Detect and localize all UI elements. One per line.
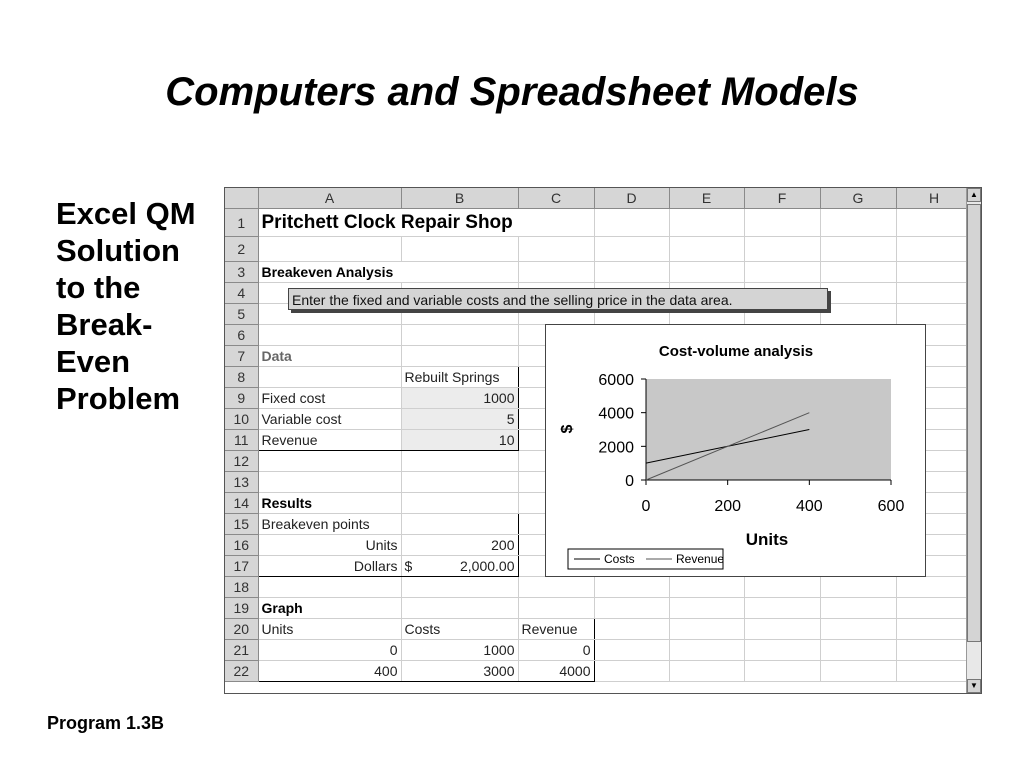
row-header[interactable]: 20: [225, 619, 258, 640]
cell[interactable]: [669, 598, 744, 619]
column-header[interactable]: F: [744, 188, 820, 209]
cell[interactable]: [820, 577, 896, 598]
cell[interactable]: [518, 577, 594, 598]
cell[interactable]: [896, 262, 972, 283]
cell[interactable]: [820, 209, 896, 237]
cell[interactable]: [401, 237, 518, 262]
cell[interactable]: [518, 237, 594, 262]
slide-title: Computers and Spreadsheet Models: [165, 70, 859, 114]
y-tick-label: 2000: [598, 439, 634, 457]
side-caption-line: Even: [56, 344, 131, 379]
graph-cell[interactable]: 4000: [518, 661, 594, 682]
y-tick-label: 0: [625, 473, 634, 490]
side-caption-line: Break-: [56, 307, 153, 342]
dollars-value-cell[interactable]: [401, 556, 518, 577]
column-header[interactable]: D: [594, 188, 669, 209]
vertical-scrollbar[interactable]: [966, 188, 981, 693]
cell[interactable]: [594, 640, 669, 661]
cell[interactable]: [744, 619, 820, 640]
x-tick-label: 0: [641, 498, 651, 515]
cell[interactable]: [896, 304, 972, 325]
row-header[interactable]: 16: [225, 535, 258, 556]
row-header[interactable]: 12: [225, 451, 258, 472]
cell[interactable]: [896, 577, 972, 598]
units-value-cell[interactable]: 200: [401, 535, 518, 556]
x-tick-label: 600: [877, 498, 905, 515]
side-caption-line: Problem: [56, 381, 181, 416]
row-header[interactable]: 22: [225, 661, 258, 682]
variable-cost-label-cell[interactable]: Variable cost: [258, 409, 401, 430]
chart-legend: [568, 549, 724, 569]
side-caption-line: Solution: [56, 233, 180, 268]
chart-title: Cost-volume analysis: [658, 343, 814, 360]
cell[interactable]: [669, 209, 744, 237]
scroll-thumb[interactable]: [967, 204, 981, 642]
dollars-amount: 2,000.00: [460, 558, 515, 574]
column-header[interactable]: C: [518, 188, 594, 209]
y-tick-label: 4000: [598, 405, 634, 423]
cell[interactable]: [744, 598, 820, 619]
side-caption-line: to the: [56, 270, 141, 305]
cell[interactable]: [820, 304, 896, 325]
revenue-label-cell[interactable]: Revenue: [258, 430, 401, 451]
cell[interactable]: [258, 367, 401, 388]
cell[interactable]: [820, 619, 896, 640]
cell[interactable]: [820, 598, 896, 619]
row-header[interactable]: 10: [225, 409, 258, 430]
scroll-up-icon[interactable]: ▲: [967, 188, 981, 202]
row-header[interactable]: 8: [225, 367, 258, 388]
legend-label: Costs: [604, 552, 635, 566]
cell[interactable]: [744, 237, 820, 262]
row-header[interactable]: 19: [225, 598, 258, 619]
revenue-input[interactable]: 10: [401, 430, 518, 451]
cell[interactable]: [401, 325, 518, 346]
graph-cell[interactable]: 1000: [401, 640, 518, 661]
cell[interactable]: [518, 262, 594, 283]
side-caption-line: Excel QM: [56, 196, 196, 231]
cell[interactable]: [401, 451, 518, 472]
cell[interactable]: [744, 209, 820, 237]
chart-svg: [546, 325, 925, 576]
cell[interactable]: [896, 598, 972, 619]
cell[interactable]: [820, 661, 896, 682]
cell[interactable]: [669, 619, 744, 640]
sheet-title-cell[interactable]: Pritchett Clock Repair Shop: [258, 209, 594, 237]
x-tick-label: 400: [795, 498, 823, 515]
graph-cell[interactable]: 0: [518, 640, 594, 661]
row-header[interactable]: 9: [225, 388, 258, 409]
row-header[interactable]: 21: [225, 640, 258, 661]
row-header[interactable]: 2: [225, 237, 258, 262]
fixed-cost-label-cell[interactable]: Fixed cost: [258, 388, 401, 409]
cell[interactable]: [896, 619, 972, 640]
cell[interactable]: [896, 209, 972, 237]
chart-panel[interactable]: [545, 324, 926, 577]
row-header[interactable]: 3: [225, 262, 258, 283]
instruction-note[interactable]: Enter the fixed and variable costs and the selling price in the data area.: [288, 288, 828, 310]
cell[interactable]: [258, 451, 401, 472]
dollars-label-cell[interactable]: Dollars: [258, 556, 401, 577]
cell[interactable]: [401, 577, 518, 598]
cell[interactable]: [744, 262, 820, 283]
scroll-down-icon[interactable]: ▼: [967, 679, 981, 693]
cell[interactable]: [258, 325, 401, 346]
row-header[interactable]: 6: [225, 325, 258, 346]
cell[interactable]: [669, 262, 744, 283]
cell[interactable]: [594, 209, 669, 237]
cell[interactable]: [258, 577, 401, 598]
column-header[interactable]: A: [258, 188, 401, 209]
column-header[interactable]: H: [896, 188, 972, 209]
row-header[interactable]: 5: [225, 304, 258, 325]
column-header[interactable]: G: [820, 188, 896, 209]
graph-cell[interactable]: 3000: [401, 661, 518, 682]
x-axis-label: Units: [745, 530, 789, 549]
graph-header-cell[interactable]: Revenue: [518, 619, 594, 640]
section-data-cell[interactable]: Data: [258, 346, 401, 367]
legend-label: Revenue: [676, 552, 725, 566]
cell[interactable]: [820, 640, 896, 661]
row-header[interactable]: 17: [225, 556, 258, 577]
side-caption: [56, 195, 221, 417]
cell[interactable]: [896, 661, 972, 682]
program-label: Program 1.3B: [47, 713, 165, 733]
fixed-cost-input[interactable]: 1000: [401, 388, 518, 409]
y-axis-label: $: [559, 424, 576, 434]
row-header[interactable]: 11: [225, 430, 258, 451]
units-label-cell[interactable]: Units: [258, 535, 401, 556]
cell[interactable]: [594, 577, 669, 598]
x-tick-label: 200: [714, 498, 742, 515]
graph-header-cell[interactable]: Units: [258, 619, 401, 640]
variable-cost-input[interactable]: 5: [401, 409, 518, 430]
column-header[interactable]: E: [669, 188, 744, 209]
cell[interactable]: [594, 237, 669, 262]
cell[interactable]: [518, 598, 594, 619]
cell[interactable]: [896, 237, 972, 262]
row-header[interactable]: 4: [225, 283, 258, 304]
graph-cell[interactable]: 400: [258, 661, 401, 682]
cell[interactable]: [258, 237, 401, 262]
cell[interactable]: [896, 283, 972, 304]
cell[interactable]: [820, 283, 896, 304]
cell[interactable]: [401, 346, 518, 367]
cell[interactable]: [744, 661, 820, 682]
row-header[interactable]: 15: [225, 514, 258, 535]
section-results-cell[interactable]: Results: [258, 493, 401, 514]
graph-header-cell[interactable]: Costs: [401, 619, 518, 640]
cell[interactable]: [594, 661, 669, 682]
graph-cell[interactable]: 0: [258, 640, 401, 661]
row-header[interactable]: 13: [225, 472, 258, 493]
cell[interactable]: [401, 493, 518, 514]
cell[interactable]: [669, 640, 744, 661]
cell[interactable]: [401, 472, 518, 493]
cell[interactable]: [820, 262, 896, 283]
row-header[interactable]: 1: [225, 209, 258, 237]
column-header[interactable]: B: [401, 188, 518, 209]
cell[interactable]: [594, 262, 669, 283]
breakeven-points-label-cell[interactable]: Breakeven points: [258, 514, 401, 535]
cell[interactable]: [896, 640, 972, 661]
section-graph-cell[interactable]: Graph: [258, 598, 401, 619]
dollar-sign: $: [404, 558, 413, 574]
data-header-cell[interactable]: Rebuilt Springs: [401, 367, 518, 388]
y-tick-label: 6000: [598, 372, 634, 389]
section-breakeven-cell[interactable]: Breakeven Analysis: [258, 262, 518, 283]
cell[interactable]: [594, 598, 669, 619]
cell[interactable]: [669, 237, 744, 262]
row-header[interactable]: 18: [225, 577, 258, 598]
cell[interactable]: [594, 619, 669, 640]
row-header[interactable]: 14: [225, 493, 258, 514]
select-all-corner[interactable]: [225, 188, 258, 209]
cell[interactable]: [258, 472, 401, 493]
cell[interactable]: [401, 514, 518, 535]
cell[interactable]: [669, 577, 744, 598]
cell[interactable]: [401, 598, 518, 619]
cell[interactable]: [669, 661, 744, 682]
row-header[interactable]: 7: [225, 346, 258, 367]
cell[interactable]: [820, 237, 896, 262]
cell[interactable]: [744, 577, 820, 598]
cell[interactable]: [744, 640, 820, 661]
